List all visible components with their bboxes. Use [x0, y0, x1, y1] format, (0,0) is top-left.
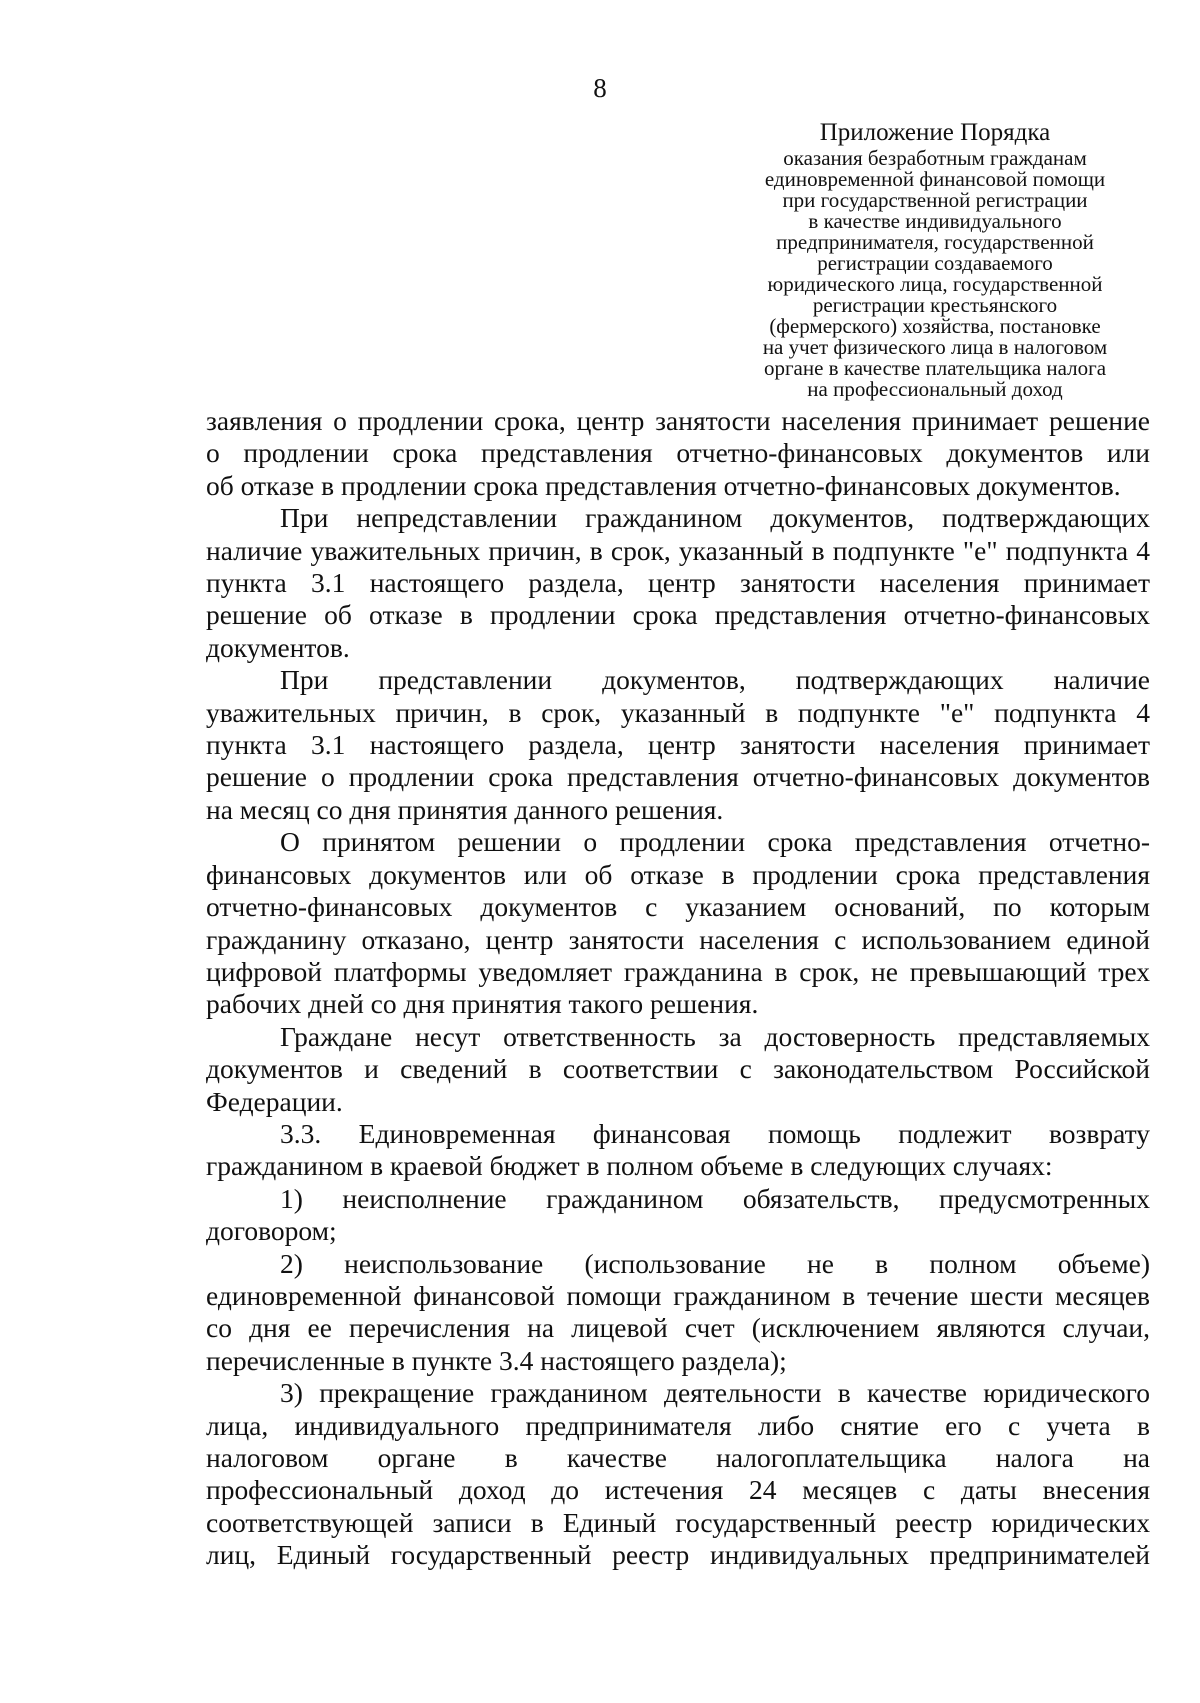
paragraph-line: 3) прекращение гражданином деятельности в качестве юридического: [280, 1377, 1150, 1409]
appendix-line: регистрации крестьянского: [812, 293, 1058, 317]
appendix-line: оказания безработным гражданам: [783, 146, 1087, 170]
paragraph: [206, 664, 1150, 826]
paragraph-line: отчетно-финансовых документов с указанием оснований, по которым: [206, 891, 1150, 923]
paragraph: [206, 502, 1150, 664]
paragraph-line: рабочих дней со дня принятия такого решения.: [206, 988, 759, 1020]
paragraph-line: со дня ее перечисления на лицевой счет (исключением являются случаи,: [206, 1312, 1150, 1344]
paragraph-line: о продлении срока представления отчетно-финансовых документов или: [206, 437, 1150, 469]
paragraph-line: гражданином в краевой бюджет в полном объеме в следующих случаях:: [206, 1150, 1053, 1182]
appendix-line: в качестве индивидуального: [808, 209, 1062, 233]
paragraph-line: При представлении документов, подтверждающих наличие: [280, 664, 1150, 696]
paragraph-line: При непредставлении гражданином документов, подтверждающих: [280, 502, 1150, 534]
paragraph-line: единовременной финансовой помощи гражданином в течение шести месяцев: [206, 1279, 1150, 1311]
paragraph-line: пункта 3.1 настоящего раздела, центр занятости населения принимает: [206, 567, 1150, 599]
paragraph-line: лица, индивидуального предпринимателя либо снятие его с учета в: [206, 1409, 1150, 1441]
appendix-heading-block: [735, 148, 1135, 400]
paragraph-line: документов.: [206, 631, 350, 663]
paragraph-line: налоговом органе в качестве налогоплательщика налога на: [206, 1442, 1150, 1473]
paragraph: [206, 1183, 1150, 1248]
paragraph-line: на месяц со дня принятия данного решения.: [206, 793, 724, 825]
paragraph: [206, 826, 1150, 1020]
paragraph-line: Федерации.: [206, 1085, 343, 1117]
paragraph-line: Граждане несут ответственность за достоверность представляемых: [280, 1020, 1150, 1052]
paragraph-line: 3.3. Единовременная финансовая помощь подлежит возврату: [280, 1117, 1150, 1149]
appendix-line: органе в качестве плательщика налога: [763, 356, 1107, 380]
paragraph-line: 1) неисполнение гражданином обязательств, предусмотренных: [280, 1182, 1150, 1214]
paragraph-line: перечисленные в пункте 3.4 настоящего раздела);: [206, 1344, 787, 1376]
paragraph-line: цифровой платформы уведомляет гражданина в срок, не превышающий трех: [206, 955, 1150, 987]
paragraph: [206, 1377, 1150, 1571]
paragraph-line: профессиональный доход до истечения 24 месяцев с даты внесения: [206, 1474, 1150, 1506]
paragraph-line: заявления о продлении срока, центр занятости населения принимает решение: [206, 405, 1150, 436]
paragraph-line: лиц, Единый государственный реестр индивидуальных предпринимателей: [206, 1539, 1150, 1571]
paragraph-line: договором;: [206, 1215, 337, 1247]
page-number: 8: [593, 73, 607, 103]
paragraph-line: наличие уважительных причин, в срок, указанный в подпункте "е" подпункта 4: [206, 534, 1150, 566]
paragraph-line: уважительных причин, в срок, указанный в подпункте "е" подпункта 4: [206, 696, 1150, 728]
appendix-line: предпринимателя, государственной: [776, 230, 1094, 254]
appendix-line: юридического лица, государственной: [767, 272, 1103, 296]
appendix-line: на профессиональный доход: [807, 377, 1063, 401]
appendix-line: при государственной регистрации: [782, 188, 1088, 212]
appendix-line: регистрации создаваемого: [817, 251, 1053, 275]
paragraph: [206, 1118, 1150, 1183]
paragraph-line: документов и сведений в соответствии с законодательством Российской: [206, 1053, 1150, 1085]
appendix-line: на учет физического лица в налоговом: [762, 335, 1108, 359]
paragraph-line: 2) неиспользование (использование не в полном объеме): [280, 1247, 1150, 1279]
paragraph-line: О принятом решении о продлении срока представления отчетно-: [280, 826, 1150, 858]
paragraph-line: финансовых документов или об отказе в продлении срока представления: [206, 858, 1150, 890]
paragraph-line: решение о продлении срока представления отчетно-финансовых документов: [206, 761, 1150, 793]
appendix-line: (фермерского) хозяйства, постановке: [769, 314, 1101, 338]
paragraph-line: пункта 3.1 настоящего раздела, центр занятости населения принимает: [206, 729, 1150, 761]
paragraph-line: об отказе в продлении срока представления отчетно-финансовых документов.: [206, 469, 1121, 501]
paragraph-line: соответствующей записи в Единый государственный реестр юридических: [206, 1506, 1150, 1538]
paragraph-line: гражданину отказано, центр занятости населения с использованием единой: [206, 923, 1150, 955]
paragraph: [206, 1021, 1150, 1118]
paragraph: [206, 1248, 1150, 1378]
paragraph-line: решение об отказе в продлении срока представления отчетно-финансовых: [206, 599, 1150, 631]
paragraph: [206, 405, 1150, 502]
appendix-line: единовременной финансовой помощи: [764, 167, 1106, 191]
document-body: [206, 405, 1150, 1572]
appendix-title: Приложение Порядка: [819, 119, 1051, 146]
